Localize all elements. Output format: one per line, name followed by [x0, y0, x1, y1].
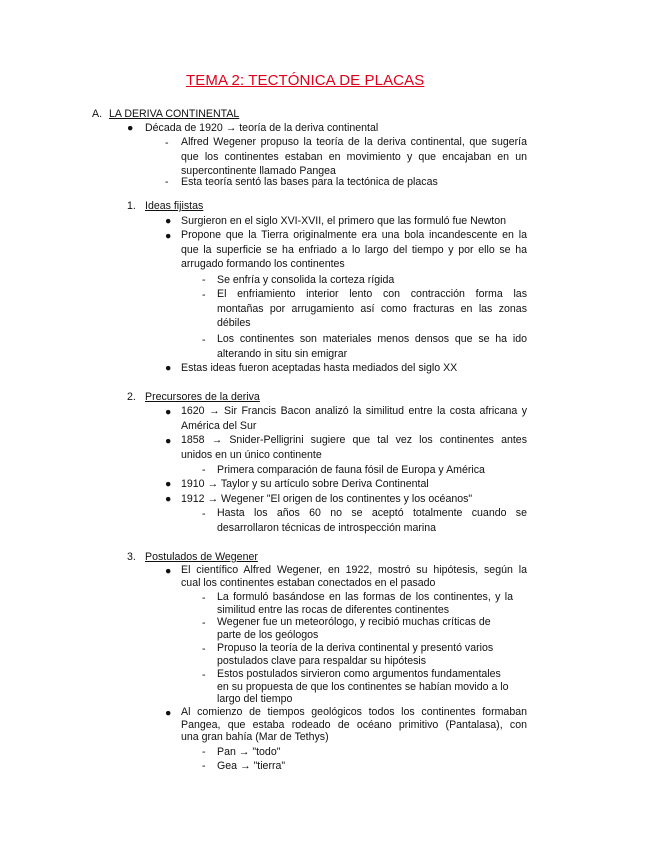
dash-icon: - [202, 464, 206, 476]
dash-icon: - [202, 617, 206, 629]
bullet-icon: ● [165, 707, 172, 719]
bullet-icon: ● [165, 406, 172, 418]
bullet-icon: ● [165, 565, 172, 577]
bullet-icon: ● [165, 362, 172, 374]
section-2-marker: 2. [127, 391, 136, 403]
dash-icon: - [202, 760, 206, 772]
list-item: El enfriamiento interior lento con contracción forma las montañas por arrugamiento así como fracturas en las zonas débiles [217, 288, 527, 330]
section-a-marker: A. [92, 108, 103, 120]
list-item: 1912 → Wegener "El origen de los continentes y los océanos" [181, 493, 473, 505]
dash-icon: - [202, 669, 206, 681]
list-item: Esta teoría sentó las bases para la tectónica de placas [181, 176, 438, 188]
bullet-icon: ● [165, 435, 172, 447]
bullet-icon: ● [165, 230, 172, 242]
list-item: Década de 1920 → teoría de la deriva continental [145, 122, 379, 134]
section-2-heading: Precursores de la deriva [145, 391, 260, 403]
list-item: Al comienzo de tiempos geológicos todos los continentes formaban Pangea, que estaba rodeado de océano primitivo (Pantalasa), con una gran bahía (Mar de Tethys) [181, 706, 527, 743]
section-3-heading: Postulados de Wegener [145, 551, 258, 563]
section-a-heading: LA DERIVA CONTINENTAL [109, 108, 240, 120]
list-item: 1620 → Sir Francis Bacon analizó la similitud entre la costa africana y América del Sur [181, 405, 527, 432]
section-1-heading: Ideas fijistas [145, 200, 204, 212]
list-item: 1858 → Snider-Pelligrini sugiere que tal vez los continentes antes unidos en un único continente [181, 434, 527, 461]
list-item: Los continentes son materiales menos densos que se ha ido alterando in situ sin emigrar [217, 333, 527, 360]
list-item: Gea → "tierra" [217, 760, 286, 772]
list-item: Wegener fue un meteorólogo, y recibió muchas críticas de parte de los geólogos [217, 616, 491, 641]
document-title: TEMA 2: TECTÓNICA DE PLACAS [186, 72, 425, 89]
list-item: Hasta los años 60 no se aceptó totalmente cuando se desarrollaron técnicas de introspección marina [217, 507, 527, 534]
bullet-icon: ● [165, 215, 172, 227]
list-item: Propone que la Tierra originalmente era una bola incandescente en la que la superficie se ha enfriado a lo largo del tiempo y por ello se ha arrugado formando los continentes [181, 229, 527, 271]
dash-icon: - [202, 592, 206, 604]
list-item: Surgieron en el siglo XVI-XVII, el primero que las formuló fue Newton [181, 215, 507, 227]
section-3-marker: 3. [127, 551, 136, 563]
bullet-icon: ● [165, 493, 172, 505]
list-item: Primera comparación de fauna fósil de Europa y América [217, 464, 485, 476]
dash-icon: - [202, 746, 206, 758]
dash-icon: - [202, 289, 206, 301]
list-item: 1910 → Taylor y su artículo sobre Deriva Continental [181, 478, 429, 490]
dash-icon: - [165, 137, 169, 149]
list-item: Alfred Wegener propuso la teoría de la deriva continental, que sugería que los continentes estaban en movimiento y que encajaban en un supercontinente llamado Pangea [181, 136, 527, 178]
dash-icon: - [202, 334, 206, 346]
dash-icon: - [165, 176, 169, 188]
dash-icon: - [202, 274, 206, 286]
list-item: Propuso la teoría de la deriva continental y presentó varios postulados clave para respaldar su hipótesis [217, 642, 494, 667]
list-item: Estos postulados sirvieron como argumentos fundamentales en su propuesta de que los continentes se habían movido a lo largo del tiempo [217, 668, 509, 705]
dash-icon: - [202, 508, 206, 520]
list-item: Estas ideas fueron aceptadas hasta mediados del siglo XX [181, 362, 458, 374]
section-1-marker: 1. [127, 200, 136, 212]
list-item: Se enfría y consolida la corteza rígida [217, 274, 395, 286]
dash-icon: - [202, 643, 206, 655]
list-item: Pan → "todo" [217, 746, 281, 758]
list-item: El científico Alfred Wegener, en 1922, mostró su hipótesis, según la cual los continentes estaban conectados en el pasado [181, 564, 527, 589]
bullet-icon: ● [127, 122, 134, 134]
list-item: La formuló basándose en las formas de los continentes, y la similitud entre las rocas de diferentes continentes [217, 591, 513, 616]
bullet-icon: ● [165, 478, 172, 490]
